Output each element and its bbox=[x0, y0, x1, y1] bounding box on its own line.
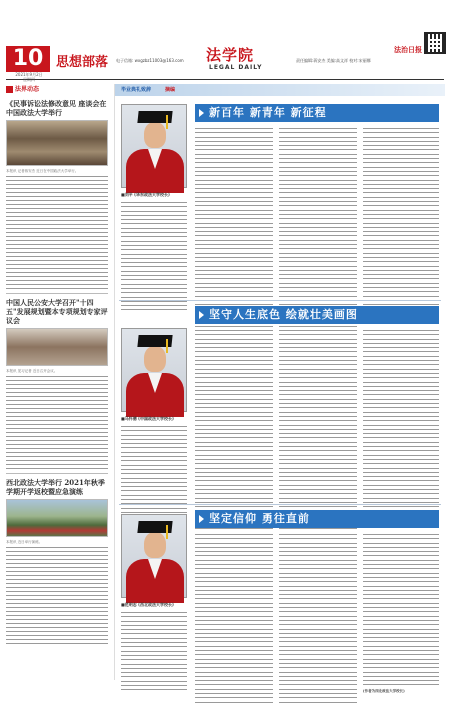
article-3-col-1 bbox=[121, 612, 187, 694]
divider bbox=[6, 473, 108, 474]
news-lead-2: 本报讯 见习记者 近日召开会议。 bbox=[6, 369, 58, 373]
news-photo-1 bbox=[6, 120, 108, 166]
article-byline-2: ■马怀德 (中国政法大学校长) bbox=[121, 416, 174, 421]
section-title: 思想部落 bbox=[56, 55, 109, 70]
article-2-col-2 bbox=[195, 330, 273, 532]
news-title-2: 中国人民公安大学召开"十四五"发展规划暨本专项规划专家评议会 bbox=[6, 298, 108, 325]
news-title-3: 西北政法大学举行 2021年秋季学期开学返校暨应急演练 bbox=[6, 478, 105, 496]
weekday: 星期四 bbox=[23, 77, 35, 82]
news-body-2 bbox=[6, 376, 108, 469]
article-title-2: 坚守人生底色 绘就壮美画图 bbox=[195, 306, 439, 324]
article-1-col-1 bbox=[121, 202, 187, 314]
author-photo-3 bbox=[121, 514, 187, 598]
article-3 bbox=[115, 506, 445, 693]
author-photo-1 bbox=[121, 104, 187, 188]
article-3-col-2 bbox=[195, 534, 273, 706]
section-divider bbox=[119, 300, 441, 301]
news-photo-3 bbox=[6, 499, 108, 537]
article-2 bbox=[115, 302, 445, 502]
article-signoff-3: (作者为西北政法大学校长) bbox=[363, 688, 405, 693]
page-date bbox=[7, 72, 51, 82]
section-divider bbox=[119, 504, 441, 505]
news-photo-2 bbox=[6, 328, 108, 366]
article-byline-1: ■刘平 (华东政法大学校长) bbox=[121, 192, 170, 197]
article-2-col-4 bbox=[363, 330, 439, 520]
article-2-col-1 bbox=[121, 426, 187, 516]
article-3-col-4 bbox=[363, 534, 439, 694]
sidebar-heading: 法界动态 bbox=[6, 84, 108, 93]
article-title-3: 坚定信仰 勇往直前 bbox=[195, 510, 439, 528]
feature-area bbox=[114, 84, 444, 693]
news-body-3 bbox=[6, 547, 108, 644]
page-header bbox=[6, 44, 444, 80]
news-body-1 bbox=[6, 176, 108, 289]
news-title-1: 《民事诉讼法修改意见 座谈会在中国政法大学举行 bbox=[6, 99, 107, 117]
news-sidebar bbox=[6, 84, 108, 680]
feature-label: 毕业典礼致辞 bbox=[121, 87, 152, 93]
masthead-logo-en: LEGAL DAILY bbox=[209, 64, 263, 71]
qr-code-icon bbox=[424, 32, 446, 54]
editor-credits: 责任编辑:蒋安杰 美编:高文祥 校对:宋丽娜 bbox=[296, 58, 371, 63]
divider bbox=[6, 293, 108, 294]
page-number: 10 bbox=[6, 46, 50, 72]
feature-sublabel: 摘编 bbox=[165, 87, 176, 93]
author-photo-2 bbox=[121, 328, 187, 412]
section-marker-icon bbox=[6, 86, 13, 93]
article-3-col-3 bbox=[279, 534, 357, 706]
news-lead-3: 本报讯 近日举行演练。 bbox=[6, 540, 43, 544]
contact-email: 电子信箱: wxgzbz11003@163.com bbox=[116, 58, 184, 63]
article-byline-3: ■范明志 (西北政法大学校长) bbox=[121, 602, 174, 607]
feature-banner bbox=[115, 84, 445, 96]
masthead-logo: 法学院 bbox=[206, 46, 255, 64]
article-2-col-3 bbox=[279, 330, 357, 532]
article-1-col-4 bbox=[363, 128, 439, 318]
newspaper-brand: 法治日报 bbox=[394, 46, 422, 54]
date-line: 2021年9月2日 bbox=[15, 72, 43, 77]
article-1 bbox=[115, 98, 445, 298]
article-title-1: 新百年 新青年 新征程 bbox=[195, 104, 439, 122]
news-lead-1: 本报讯 记者蒋安杰 近日在中国政法大学举行。 bbox=[6, 169, 79, 173]
